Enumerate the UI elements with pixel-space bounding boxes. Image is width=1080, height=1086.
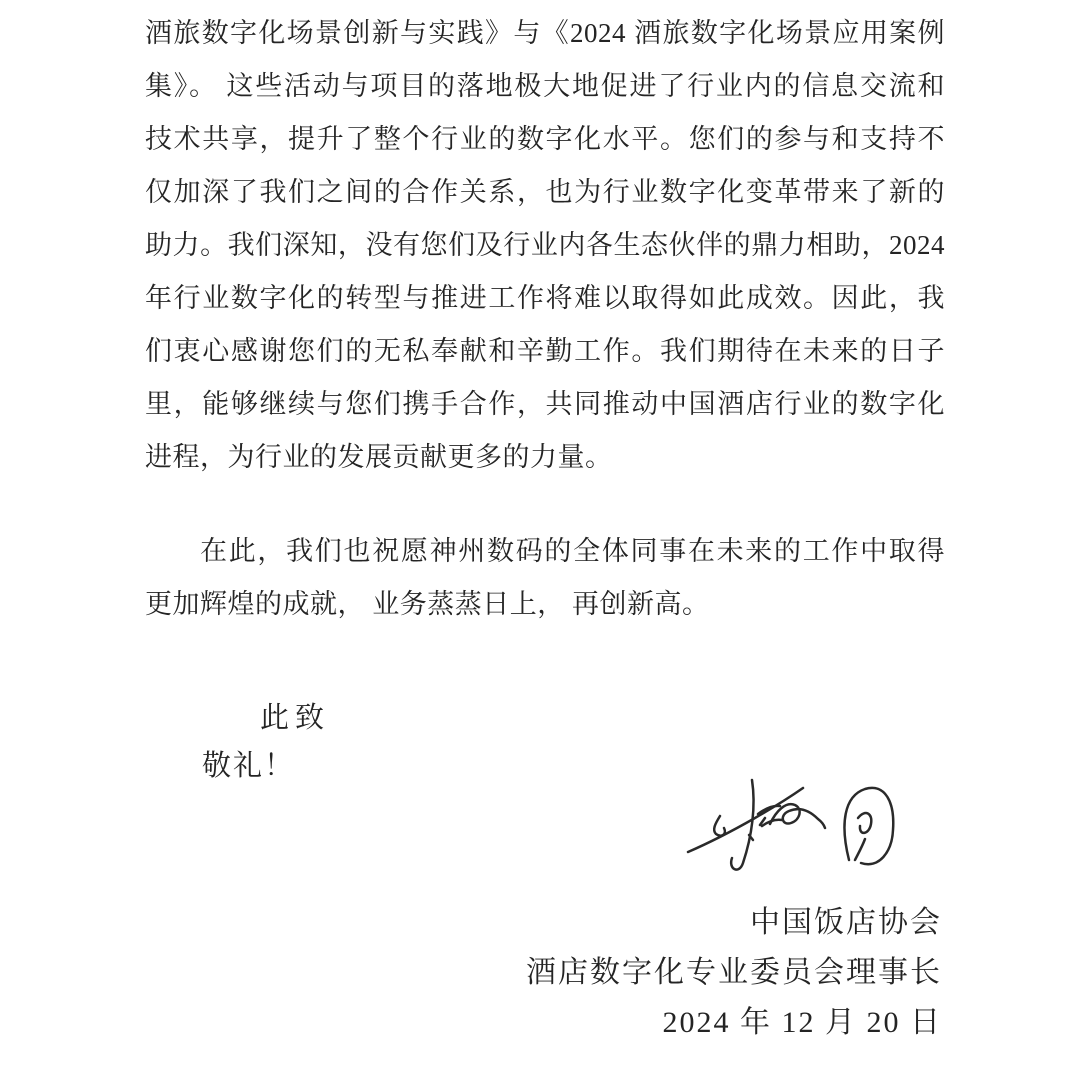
letter-line: 酒旅数字化场景创新与实践》与《2024 酒旅数字化场景应用案例	[145, 18, 945, 48]
signoff-title: 酒店数字化专业委员会理事长	[526, 956, 942, 989]
letter-line: 里，能够继续与您们携手合作，共同推动中国酒店行业的数字化	[145, 389, 945, 419]
handwritten-signature	[672, 768, 902, 888]
letter-line: 集》。 这些活动与项目的落地极大地促进了行业内的信息交流和	[145, 71, 945, 101]
letter-line: 更加辉煌的成就， 业务蒸蒸日上， 再创新高。	[145, 589, 710, 619]
letter-line: 技术共享，提升了整个行业的数字化水平。您们的参与和支持不	[145, 124, 945, 154]
closing-salute: 此致	[260, 702, 331, 734]
signoff-block	[526, 898, 942, 1048]
letter-paragraph-1	[145, 7, 945, 484]
closing-regards: 敬礼！	[202, 750, 296, 782]
signoff-date: 2024 年 12 月 20 日	[662, 1006, 942, 1039]
letter-line: 助力。我们深知，没有您们及行业内各生态伙伴的鼎力相助，2024	[145, 230, 945, 260]
letter-line: 进程，为行业的发展贡献更多的力量。	[145, 442, 613, 472]
letter-line: 仅加深了我们之间的合作关系，也为行业数字化变革带来了新的	[145, 177, 945, 207]
letter-line: 们衷心感谢您们的无私奉献和辛勤工作。我们期待在未来的日子	[145, 336, 945, 366]
signoff-organization: 中国饭店协会	[750, 906, 942, 939]
letter-line: 年行业数字化的转型与推进工作将难以取得如此成效。因此，我	[145, 283, 945, 313]
letter-line: 在此，我们也祝愿神州数码的全体同事在未来的工作中取得	[200, 536, 945, 566]
letter-paragraph-2	[145, 525, 945, 631]
